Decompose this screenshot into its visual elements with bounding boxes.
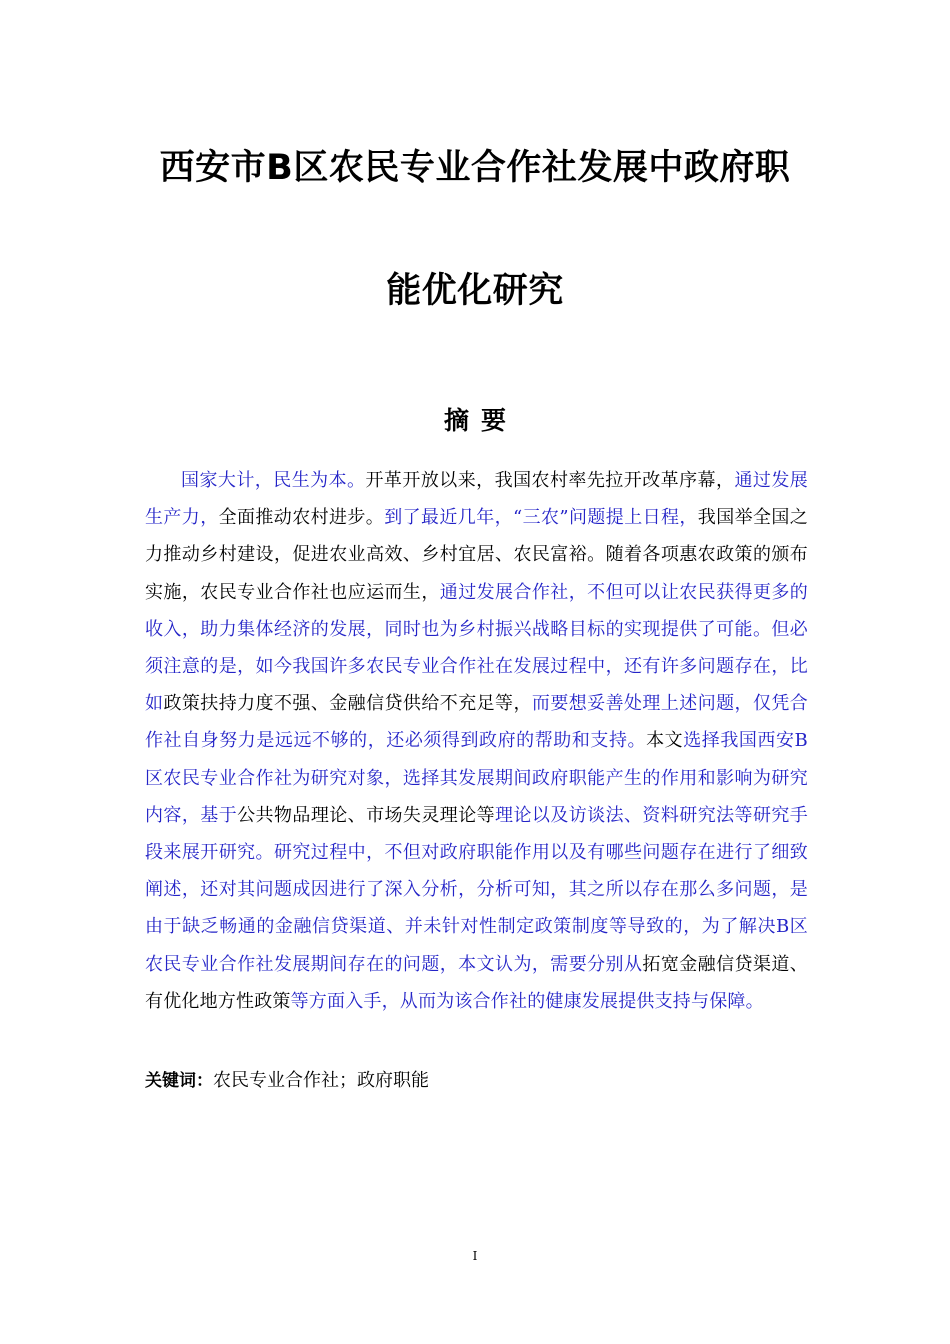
- abstract-segment: 本文: [646, 730, 684, 752]
- abstract-segment: 到了最近几年，“三农”问题提上日程，: [384, 507, 698, 529]
- abstract-segment: 政策扶持力度不强、金融信贷供给不充足等，: [163, 693, 532, 715]
- abstract-segment: 国家大计，民生为本。: [181, 470, 366, 491]
- keywords-label: 关键词：: [145, 1071, 213, 1091]
- document-title-line-2: 能优化研究: [386, 271, 564, 311]
- abstract-segment: 通过发展合作社，不但可以让农民获得更多的收入，助力集体经济的发展，同时也为乡村振兴战略目标的实现提供了可能。但必须注意的是，如今我国许多农民专业合作社在发展过程中，还有许多问题存在，比如: [145, 581, 808, 715]
- abstract-segment: 全面推动农村进步。: [218, 507, 385, 529]
- abstract-segment: 选择我国西安B区农民专业合作社为研究对象，选择其发展期间政府职能产生的作用和影响为研究内容，基于: [145, 730, 808, 826]
- abstract-segment: 通过发展生产力，: [145, 470, 808, 529]
- abstract-segment: 公共物品理论、市场失灵理论等: [237, 804, 496, 826]
- abstract-segment: 等方面入手，从而为该合作社的健康发展提供支持与保障。: [290, 990, 764, 1012]
- abstract-segment: 开革开放以来，我国农村率先拉开改革序幕，: [365, 470, 735, 491]
- abstract-segment: 而要想妥善处理上述问题，仅凭合作社自身努力是远远不够的，还必须得到政府的帮助和支持。: [145, 693, 809, 752]
- abstract-body: [145, 462, 808, 1020]
- keywords-line: [145, 1066, 808, 1096]
- page-number: I: [472, 1249, 478, 1263]
- abstract-segment: 我国举全国之力推动乡村建设，促进农业高效、乡村宜居、农民富裕。随着各项惠农政策的颁布实施，农民专业合作社也应运而生，: [145, 507, 808, 603]
- keywords-value: 农民专业合作社；政府职能: [213, 1070, 429, 1091]
- abstract-segment: 理论以及访谈法、资料研究法等研究手段来展开研究。研究过程中，不但对政府职能作用以及有哪些问题存在进行了细致阐述，还对其问题成因进行了深入分析，分析可知，其之所以存在那么多问题，是由于缺乏畅通的金融信贷渠道、并未针对性制定政策制度等导致的，为了解决B区农民专业合作社发展期间存在的问题，本文认为，需要分别从: [145, 804, 809, 975]
- abstract-segment: 拓宽金融信贷渠道、有优化地方性政策: [145, 953, 808, 1012]
- abstract-heading: 摘要: [443, 406, 518, 435]
- document-title-line-1: 西安市B区农民专业合作社发展中政府职: [159, 148, 791, 188]
